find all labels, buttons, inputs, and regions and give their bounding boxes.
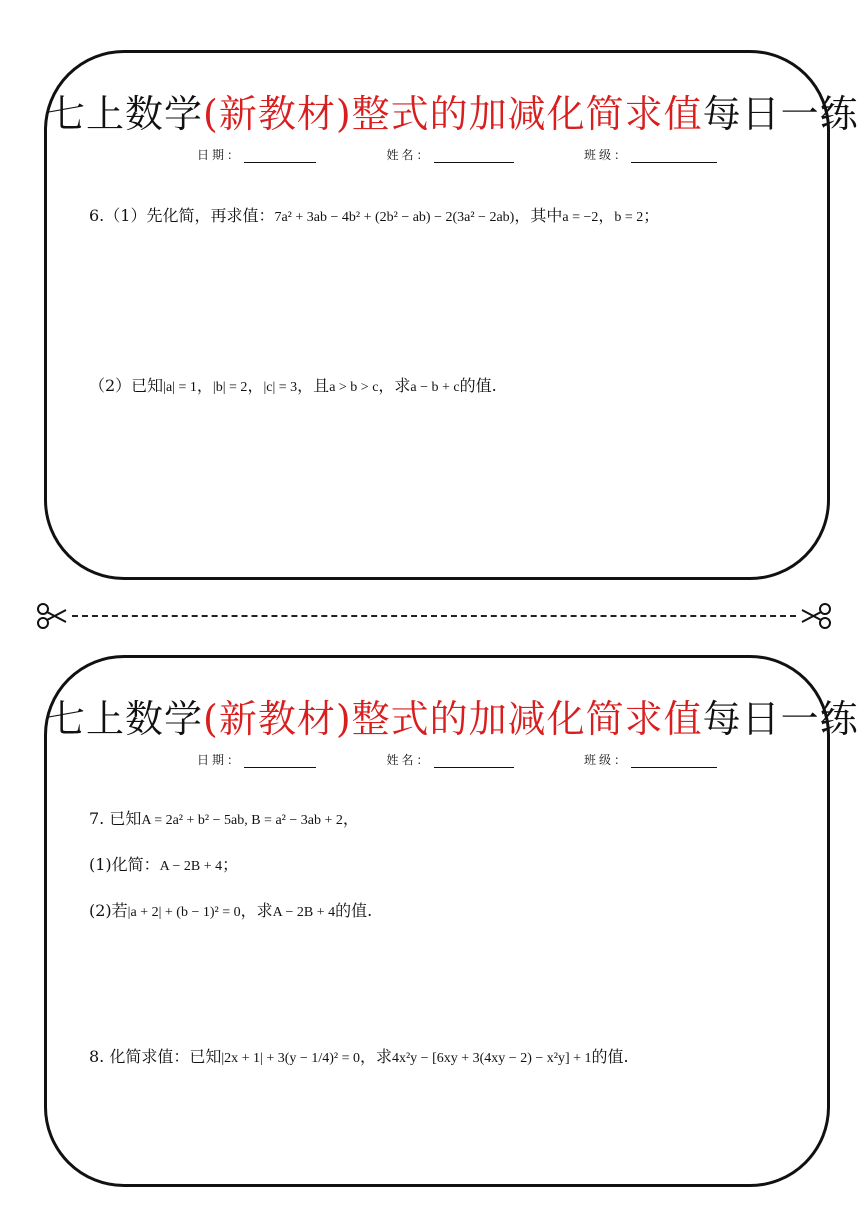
math-expression: a − b + c [410, 380, 460, 395]
title-part-red: (新教材)整式的加减化简求值 [203, 697, 703, 741]
question-7-intro: 7. 已知A = 2a² + b² − 5ab, B = a² − 3ab + 2， [89, 809, 359, 828]
name-label: 姓名： [386, 753, 432, 767]
class-field [584, 751, 717, 768]
cut-line [36, 598, 832, 634]
worksheet-title [47, 688, 859, 743]
name-label: 姓名： [386, 148, 432, 162]
math-expression: A − 2B + 4 [272, 905, 336, 920]
math-expression: |b| = 2 [212, 380, 248, 395]
name-blank [434, 150, 514, 163]
question-7-part-2: (2)若|a + 2| + (b − 1)² = 0，求A − 2B + 4的值. [89, 901, 373, 920]
math-expression: A = 2a² + b² − 5ab, B = a² − 3ab + 2 [141, 813, 343, 828]
question-8: 8. 化简求值：已知|2x + 1| + 3(y − 1/4)² = 0，求4x²y − [6xy + 3(4xy − 2) − x²y] + 1的值. [89, 1047, 629, 1066]
math-expression: a > b > c [329, 380, 379, 395]
worksheet-card-top [44, 50, 859, 580]
math-expression: A − 2B + 4 [159, 859, 223, 874]
question-6-part-2: （2）已知|a| = 1，|b| = 2，|c| = 3，且a > b > c，求a − b + c的值. [89, 376, 497, 395]
math-expression: |a| = 1 [163, 380, 197, 395]
dashed-divider [72, 615, 796, 617]
date-field [197, 146, 316, 163]
date-label: 日期： [197, 148, 243, 162]
worksheet-title [47, 83, 859, 138]
title-part-black: 七上数学 [47, 92, 204, 136]
question-6-part-1: 6.（1）先化简，再求值：7a² + 3ab − 4b² + (2b² − ab) − 2(3a² − 2ab)，其中a = −2，b = 2； [89, 206, 660, 225]
name-field [386, 751, 513, 768]
math-expression: |2x + 1| + 3(y − 1/4)² = 0 [221, 1051, 360, 1066]
date-blank [244, 150, 316, 163]
question-7-part-1: (1)化简：A − 2B + 4； [89, 855, 239, 874]
title-part-black: 每日一练 [702, 92, 859, 136]
scissors-icon [36, 600, 68, 632]
title-part-black: 每日一练 [702, 697, 859, 741]
date-blank [244, 755, 316, 768]
class-label: 班级： [583, 148, 629, 162]
title-part-red: (新教材)整式的加减化简求值 [203, 92, 703, 136]
worksheet-card-bottom [44, 655, 859, 1187]
name-field [386, 146, 513, 163]
math-expression: a = −2 [562, 210, 599, 225]
math-expression: |c| = 3 [263, 380, 298, 395]
date-label: 日期： [197, 753, 243, 767]
class-label: 班级： [583, 753, 629, 767]
student-info-row [197, 751, 717, 768]
date-field [197, 751, 316, 768]
math-expression: 7a² + 3ab − 4b² + (2b² − ab) − 2(3a² − 2ab) [274, 210, 515, 225]
class-field [584, 146, 717, 163]
title-part-black: 七上数学 [47, 697, 204, 741]
class-blank [631, 150, 717, 163]
math-expression: 4x²y − [6xy + 3(4xy − 2) − x²y] + 1 [391, 1051, 592, 1066]
student-info-row [197, 146, 717, 163]
class-blank [631, 755, 717, 768]
scissors-icon [800, 600, 832, 632]
math-expression: |a + 2| + (b − 1)² = 0 [127, 905, 241, 920]
math-expression: b = 2 [614, 210, 644, 225]
name-blank [434, 755, 514, 768]
